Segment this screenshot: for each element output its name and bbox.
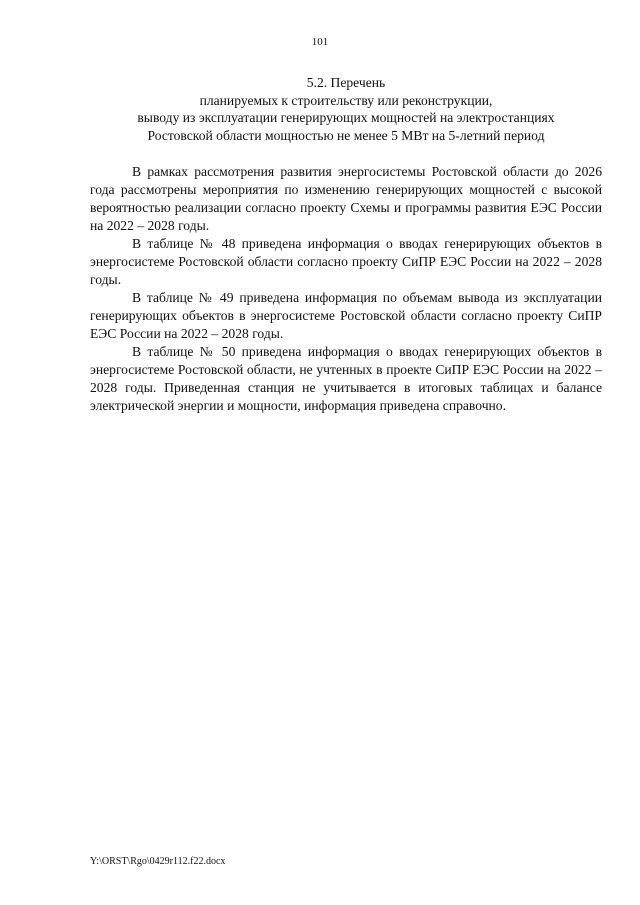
paragraph: В таблице № 50 приведена информация о вводах генерирующих объектов в энергосистеме Ростовской области, не учтенных в проекте СиПР ЕЭС России на 2022 – 2028 годы. Приведенная станция не учитывается в итоговых таблицах и балансе электрической энергии и мощности, информация приведена справочно. [90,344,602,413]
paragraph: В таблице № 49 приведена информация по объемам вывода из эксплуатации генерирующих объектов в энергосистеме Ростовской области согласно проекту СиПР ЕЭС России на 2022 – 2028 годы. [90,290,602,341]
heading-line: планируемых к строительству или реконструкции, [199,92,493,108]
paragraph: В таблице № 48 приведена информация о вводах генерирующих объектов в энергосистеме Ростовской области согласно проекту СиПР ЕЭС России на 2022 – 2028 годы. [90,236,602,287]
heading-line: 5.2. Перечень [306,75,386,90]
heading-line: выводу из эксплуатации генерирующих мощностей на электростанциях [137,110,555,125]
page-number: 101 [311,36,329,48]
section-heading [90,74,602,144]
paragraph: В рамках рассмотрения развития энергосистемы Ростовской области до 2026 года рассмотрены мероприятия по изменению генерирующих мощностей с высокой вероятностью реализации согласно проекту Схемы и программы развития ЕЭС России на 2022 – 2028 годы. [90,164,602,233]
body-text [90,163,602,415]
footer-file-path: Y:\ORST\Rgo\0429r112.f22.docx [90,856,226,867]
heading-line: Ростовской области мощностью не менее 5 МВт на 5-летний период [147,127,545,143]
